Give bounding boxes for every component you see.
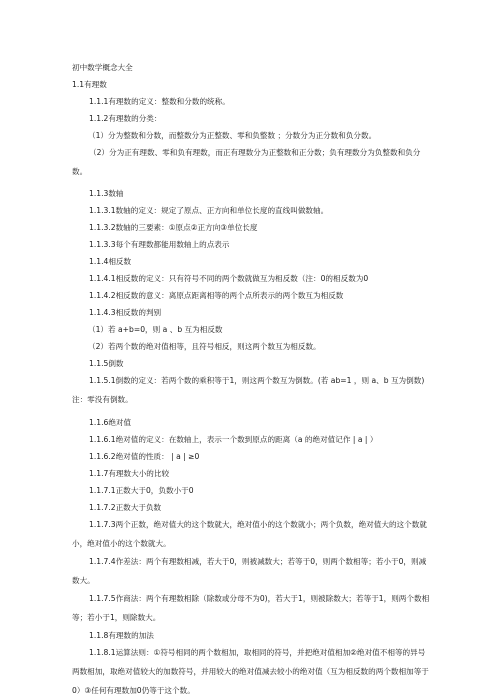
text-line: 1.1.7有理数大小的比较 — [89, 469, 170, 478]
text-line: （2）若两个数的绝对值相等，且符号相反，则这两个数互为相反数。 — [88, 342, 321, 351]
text-line: 1.1.3.2数轴的三要素：①原点②正方向③单位长度 — [89, 223, 258, 232]
text-line: 1.1.4.2相反数的意义：离原点距离相等的两个点所表示的两个数互为相反数 — [89, 291, 344, 300]
text-paragraph: 1.1.7.4作差法：两个有理数相减，若大于0，则被减数大；若等于0，则两个数相等；若小于0，则减数大。 — [72, 557, 427, 585]
text-line: 1.1.3.3每个有理数都能用数轴上的点表示 — [89, 240, 230, 249]
text-line: 1.1.4.3相反数的判别 — [89, 308, 162, 317]
text-line: 1.1.6.2绝对值的性质： | a | ≥0 — [89, 452, 200, 461]
text-line: 1.1.4相反数 — [89, 257, 132, 266]
text-line: 1.1.1有理数的定义：整数和分数的统称。 — [89, 97, 230, 106]
text-paragraph: 1.1.8.1运算法则：①符号相同的两个数相加，取相同的符号，并把绝对值相加②绝对值不相等的异号两数相加，取绝对值较大的加数符号，并用较大的绝对值减去较小的绝对值（互为相反数的两个数相加等于0）③任何有理数加0仍等于这个数。 — [72, 648, 429, 695]
section-heading: 1.1有理数 — [72, 80, 107, 89]
document-title: 初中数学概念大全 — [72, 63, 133, 72]
text-line: 1.1.8有理数的加法 — [89, 631, 154, 640]
text-line: （1）若 a+b=0，则 a 、b 互为相反数 — [88, 325, 223, 334]
text-line: 1.1.4.1相反数的定义：只有符号不同的两个数就做互为相反数（注：0的相反数为0 — [89, 274, 369, 283]
text-line: 1.1.6.1绝对值的定义：在数轴上，表示一个数到原点的距离（a 的绝对值记作 | a | ） — [89, 435, 378, 444]
text-line: 1.1.3数轴 — [89, 189, 124, 198]
text-line: （1）分为整数和分数，而整数分为正整数、零和负整数 ；分数分为正分数和负分数。 — [88, 131, 377, 140]
text-line: 1.1.2有理数的分类： — [89, 114, 162, 123]
text-paragraph: 1.1.7.3两个正数，绝对值大的这个数就大，绝对值小的这个数就小；两个负数，绝对值大的这个数就小，绝对值小的这个数就大。 — [72, 520, 427, 548]
text-line: 1.1.7.2正数大于负数 — [89, 503, 162, 512]
text-line: 1.1.3.1数轴的定义：规定了原点、正方向和单位长度的直线叫做数轴。 — [89, 206, 329, 215]
text-paragraph: 1.1.5.1倒数的定义：若两个数的乘积等于1，则这两个数互为倒数。(若 ab=1 ，则 a、b 互为倒数)注：零没有倒数。 — [72, 376, 425, 404]
text-line: 1.1.7.1正数大于0，负数小于0 — [89, 486, 194, 495]
text-line: 1.1.6绝对值 — [89, 418, 132, 427]
text-paragraph: （2）分为正有理数、零和负有理数，而正有理数分为正整数和正分数；负有理数分为负整数和负分数。 — [72, 148, 421, 176]
text-paragraph: 1.1.7.5作商法：两个有理数相除（除数或分母不为0)，若大于1，则被除数大；若等于1，则两个数相等；若小于1，则除数大。 — [72, 594, 430, 622]
text-line: 1.1.5倒数 — [89, 359, 124, 368]
